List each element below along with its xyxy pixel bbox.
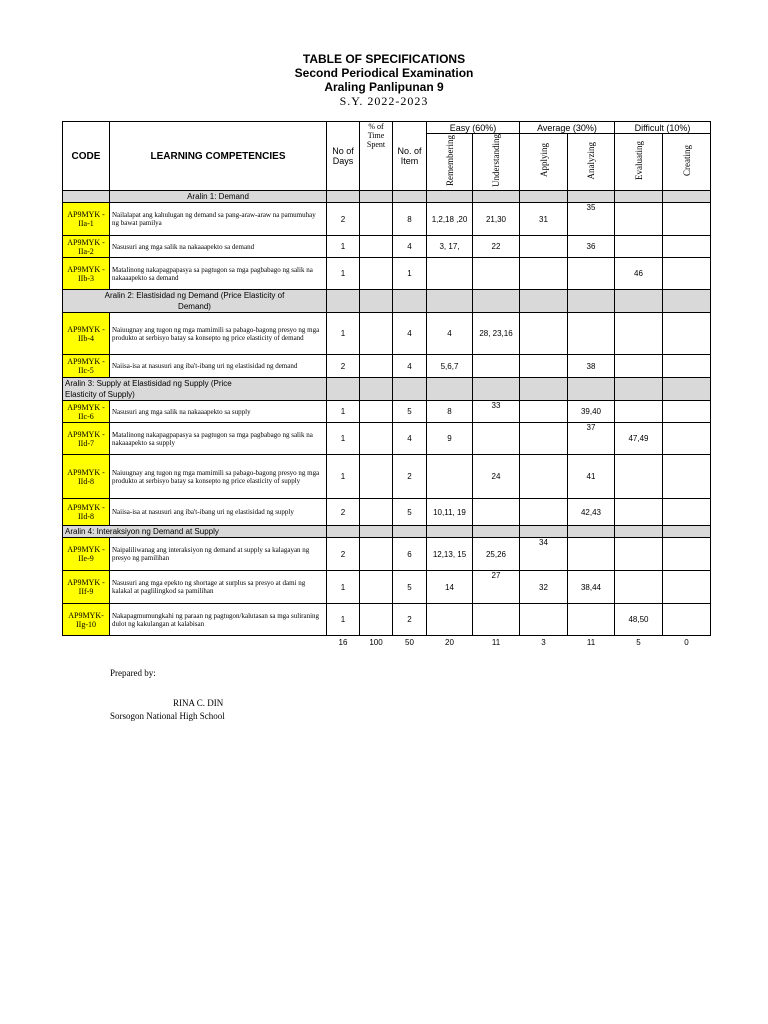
evaluating-cell bbox=[615, 355, 663, 378]
applying-cell bbox=[520, 355, 568, 378]
competency-text: Naiuugnay ang tugon ng mga mamimili sa pabago-bagong presyo ng mga produkto at serbisyo batay sa konsepto ng price elasticity of supply bbox=[110, 455, 327, 499]
table-row bbox=[63, 258, 711, 290]
remembering-cell: 5,6,7 bbox=[427, 355, 473, 378]
understanding-cell: 27 bbox=[473, 571, 520, 604]
competency-text: Naiuugnay ang tugon ng mga mamimili sa pabago-bagong presyo ng mga produkto at serbisyo batay sa konsepto ng price elasticity of demand bbox=[110, 313, 327, 355]
table-row bbox=[63, 538, 711, 571]
header-time-spent: % of Time Spent bbox=[360, 122, 393, 191]
creating-cell bbox=[663, 455, 711, 499]
days-cell: 2 bbox=[327, 499, 360, 526]
specifications-table bbox=[62, 121, 711, 648]
items-cell: 4 bbox=[393, 355, 427, 378]
lesson-row bbox=[63, 526, 711, 538]
time-cell bbox=[360, 355, 393, 378]
total-days: 16 bbox=[338, 637, 348, 647]
lesson-row bbox=[63, 191, 711, 203]
total-time: 100 bbox=[369, 637, 383, 647]
understanding-cell: 28, 23,16 bbox=[473, 313, 520, 355]
evaluating-cell: 47,49 bbox=[615, 423, 663, 455]
applying-cell bbox=[520, 401, 568, 423]
lesson-row bbox=[63, 290, 711, 313]
items-cell: 4 bbox=[393, 313, 427, 355]
analyzing-cell bbox=[568, 258, 615, 290]
competency-text: Nasusuri ang mga salik na nakaaapekto sa demand bbox=[110, 236, 327, 258]
table-row bbox=[63, 355, 711, 378]
evaluating-cell: 46 bbox=[615, 258, 663, 290]
applying-cell: 34 bbox=[520, 538, 568, 571]
creating-cell bbox=[663, 401, 711, 423]
applying-cell: 31 bbox=[520, 203, 568, 236]
creating-cell bbox=[663, 313, 711, 355]
lesson-title: Aralin 3: Supply at Elastisidad ng Supply (Price Elasticity of Supply) bbox=[63, 378, 327, 401]
applying-cell bbox=[520, 258, 568, 290]
prepared-by-label: Prepared by: bbox=[110, 668, 156, 678]
creating-cell bbox=[663, 423, 711, 455]
time-cell bbox=[360, 258, 393, 290]
competency-text: Nasusuri ang mga epekto ng shortage at surplus sa presyo at dami ng kalakal at paglilingkod sa pamilihan bbox=[110, 571, 327, 604]
table-row bbox=[63, 423, 711, 455]
items-cell: 6 bbox=[393, 538, 427, 571]
items-cell: 1 bbox=[393, 258, 427, 290]
analyzing-cell: 35 bbox=[568, 203, 615, 236]
preparer-name: RINA C. DIN bbox=[173, 698, 224, 708]
understanding-cell bbox=[473, 355, 520, 378]
level-label: Creating bbox=[681, 145, 692, 176]
time-cell bbox=[360, 401, 393, 423]
applying-cell bbox=[520, 499, 568, 526]
table-row bbox=[63, 455, 711, 499]
table-row bbox=[63, 313, 711, 355]
table-row bbox=[63, 203, 711, 236]
evaluating-cell bbox=[615, 236, 663, 258]
remembering-cell: 1,2,18 ,20 bbox=[427, 203, 473, 236]
table-row bbox=[63, 604, 711, 636]
header-average: Average (30%) bbox=[520, 122, 615, 134]
competency-text: Matalinong nakapagpapasya sa pagtugon sa mga pagbabago ng salik na nakaaapekto sa demand bbox=[110, 258, 327, 290]
school-year: S.Y. 2022-2023 bbox=[339, 94, 429, 108]
understanding-cell: 22 bbox=[473, 236, 520, 258]
header-creating bbox=[663, 134, 711, 191]
items-cell: 5 bbox=[393, 499, 427, 526]
total-applying: 3 bbox=[541, 637, 546, 647]
creating-cell bbox=[663, 571, 711, 604]
days-cell: 1 bbox=[327, 236, 360, 258]
days-cell: 1 bbox=[327, 423, 360, 455]
level-label: Remembering bbox=[444, 135, 455, 186]
evaluating-cell bbox=[615, 313, 663, 355]
analyzing-cell: 42,43 bbox=[568, 499, 615, 526]
subject-title: Araling Panlipunan 9 bbox=[324, 80, 444, 94]
header-understanding bbox=[473, 134, 520, 191]
lesson-title: Aralin 4: Interaksiyon ng Demand at Supply bbox=[63, 526, 327, 538]
header-easy: Easy (60%) bbox=[427, 122, 520, 134]
time-cell bbox=[360, 455, 393, 499]
analyzing-cell: 36 bbox=[568, 236, 615, 258]
items-cell: 5 bbox=[393, 401, 427, 423]
lesson-title: Aralin 2: Elastisidad ng Demand (Price Elasticity of Demand) bbox=[63, 290, 327, 313]
competency-text: Naiisa-isa at nasusuri ang iba't-ibang uri ng elastisidad ng demand bbox=[110, 355, 327, 378]
competency-code: AP9MYK - IIf-9 bbox=[63, 571, 110, 604]
creating-cell bbox=[663, 258, 711, 290]
applying-cell: 32 bbox=[520, 571, 568, 604]
items-cell: 5 bbox=[393, 571, 427, 604]
evaluating-cell bbox=[615, 571, 663, 604]
table-row bbox=[63, 571, 711, 604]
competency-code: AP9MYK- IIg-10 bbox=[63, 604, 110, 636]
remembering-cell: 12,13, 15 bbox=[427, 538, 473, 571]
remembering-cell: 3, 17, bbox=[427, 236, 473, 258]
total-items: 50 bbox=[405, 637, 414, 647]
lesson-title: Aralin 1: Demand bbox=[110, 191, 327, 203]
creating-cell bbox=[663, 236, 711, 258]
table-row bbox=[63, 499, 711, 526]
time-cell bbox=[360, 604, 393, 636]
understanding-cell bbox=[473, 499, 520, 526]
evaluating-cell bbox=[615, 401, 663, 423]
days-cell: 1 bbox=[327, 258, 360, 290]
competency-text: Nasusuri ang mga salik na nakaaapekto sa supply bbox=[110, 401, 327, 423]
evaluating-cell bbox=[615, 203, 663, 236]
analyzing-cell: 38,44 bbox=[568, 571, 615, 604]
competency-text: Nailalapat ang kahulugan ng demand sa pang-araw-araw na pamumuhay ng bawat pamilya bbox=[110, 203, 327, 236]
level-label: Analyzing bbox=[586, 141, 596, 180]
competency-code: AP9MYK - IIc-5 bbox=[63, 355, 110, 378]
days-cell: 2 bbox=[327, 203, 360, 236]
creating-cell bbox=[663, 355, 711, 378]
understanding-cell: 24 bbox=[473, 455, 520, 499]
total-creating: 0 bbox=[684, 637, 689, 647]
applying-cell bbox=[520, 604, 568, 636]
header-applying bbox=[520, 134, 568, 191]
remembering-cell bbox=[427, 258, 473, 290]
competency-text: Matalinong nakapagpapasya sa pagtugon sa mga pagbabago ng salik na nakaaapekto sa supply bbox=[110, 423, 327, 455]
level-label: Evaluating bbox=[633, 141, 644, 180]
analyzing-cell bbox=[568, 604, 615, 636]
analyzing-cell: 39,40 bbox=[568, 401, 615, 423]
days-cell: 1 bbox=[327, 571, 360, 604]
header-analyzing bbox=[568, 134, 615, 191]
document-subtitle: Second Periodical Examination bbox=[294, 66, 474, 80]
creating-cell bbox=[663, 538, 711, 571]
time-cell bbox=[360, 571, 393, 604]
header-competencies: LEARNING COMPETENCIES bbox=[110, 122, 327, 191]
remembering-cell bbox=[427, 604, 473, 636]
analyzing-cell: 38 bbox=[568, 355, 615, 378]
total-analyzing: 11 bbox=[586, 637, 596, 647]
understanding-cell: 21,30 bbox=[473, 203, 520, 236]
competency-code: AP9MYK - IIb-3 bbox=[63, 258, 110, 290]
remembering-cell: 8 bbox=[427, 401, 473, 423]
days-cell: 1 bbox=[327, 604, 360, 636]
table-row bbox=[63, 236, 711, 258]
competency-code: AP9MYK - IId-7 bbox=[63, 423, 110, 455]
time-cell bbox=[360, 203, 393, 236]
totals-row bbox=[63, 636, 711, 649]
header-remembering bbox=[427, 134, 473, 191]
remembering-cell: 10,11, 19 bbox=[427, 499, 473, 526]
remembering-cell: 4 bbox=[427, 313, 473, 355]
understanding-cell bbox=[473, 604, 520, 636]
header-code: CODE bbox=[63, 122, 110, 191]
competency-code: AP9MYK - IId-8 bbox=[63, 499, 110, 526]
competency-text: Naiisa-isa at nasusuri ang iba't-ibang uri ng elastisidad ng supply bbox=[110, 499, 327, 526]
days-cell: 2 bbox=[327, 538, 360, 571]
days-cell: 1 bbox=[327, 455, 360, 499]
items-cell: 2 bbox=[393, 455, 427, 499]
creating-cell bbox=[663, 604, 711, 636]
level-label: Applying bbox=[538, 143, 549, 178]
days-cell: 1 bbox=[327, 313, 360, 355]
evaluating-cell bbox=[615, 455, 663, 499]
creating-cell bbox=[663, 499, 711, 526]
competency-code: AP9MYK - IIa-2 bbox=[63, 236, 110, 258]
lesson-row bbox=[63, 378, 711, 401]
total-understanding: 11 bbox=[491, 637, 501, 647]
competency-code: AP9MYK - IIa-1 bbox=[63, 203, 110, 236]
evaluating-cell: 48,50 bbox=[615, 604, 663, 636]
analyzing-cell bbox=[568, 538, 615, 571]
header-days: No of Days bbox=[327, 122, 360, 191]
time-cell bbox=[360, 313, 393, 355]
understanding-cell bbox=[473, 423, 520, 455]
competency-code: AP9MYK - IIe-9 bbox=[63, 538, 110, 571]
header-difficult: Difficult (10%) bbox=[615, 122, 711, 134]
school-name: Sorsogon National High School bbox=[110, 711, 225, 721]
time-cell bbox=[360, 423, 393, 455]
competency-text: Naipaliliwanag ang interaksiyon ng demand at supply sa kalagayan ng presyo ng pamilihan bbox=[110, 538, 327, 571]
document-title: TABLE OF SPECIFICATIONS bbox=[302, 52, 466, 66]
applying-cell bbox=[520, 313, 568, 355]
competency-text: Nakapagmumungkahi ng paraan ng pagtugon/kalutasan sa mga suliraning dulot ng kakulangan at kalabisan bbox=[110, 604, 327, 636]
competency-code: AP9MYK - IIb-4 bbox=[63, 313, 110, 355]
applying-cell bbox=[520, 455, 568, 499]
total-evaluating: 5 bbox=[636, 637, 641, 647]
remembering-cell: 9 bbox=[427, 423, 473, 455]
header-evaluating bbox=[615, 134, 663, 191]
time-cell bbox=[360, 538, 393, 571]
analyzing-cell: 37 bbox=[568, 423, 615, 455]
understanding-cell: 25,26 bbox=[473, 538, 520, 571]
remembering-cell: 14 bbox=[427, 571, 473, 604]
remembering-cell bbox=[427, 455, 473, 499]
level-label: Understanding bbox=[491, 134, 501, 187]
creating-cell bbox=[663, 203, 711, 236]
analyzing-cell bbox=[568, 313, 615, 355]
analyzing-cell: 41 bbox=[568, 455, 615, 499]
understanding-cell: 33 bbox=[473, 401, 520, 423]
time-cell bbox=[360, 236, 393, 258]
competency-code: AP9MYK - IIc-6 bbox=[63, 401, 110, 423]
header-items: No. of Item bbox=[393, 122, 427, 191]
days-cell: 1 bbox=[327, 401, 360, 423]
items-cell: 2 bbox=[393, 604, 427, 636]
competency-code: AP9MYK - IId-8 bbox=[63, 455, 110, 499]
evaluating-cell bbox=[615, 538, 663, 571]
time-cell bbox=[360, 499, 393, 526]
applying-cell bbox=[520, 423, 568, 455]
items-cell: 4 bbox=[393, 236, 427, 258]
evaluating-cell bbox=[615, 499, 663, 526]
applying-cell bbox=[520, 236, 568, 258]
table-row bbox=[63, 401, 711, 423]
document-header bbox=[0, 52, 768, 108]
items-cell: 8 bbox=[393, 203, 427, 236]
days-cell: 2 bbox=[327, 355, 360, 378]
understanding-cell bbox=[473, 258, 520, 290]
items-cell: 4 bbox=[393, 423, 427, 455]
total-remembering: 20 bbox=[445, 637, 454, 647]
